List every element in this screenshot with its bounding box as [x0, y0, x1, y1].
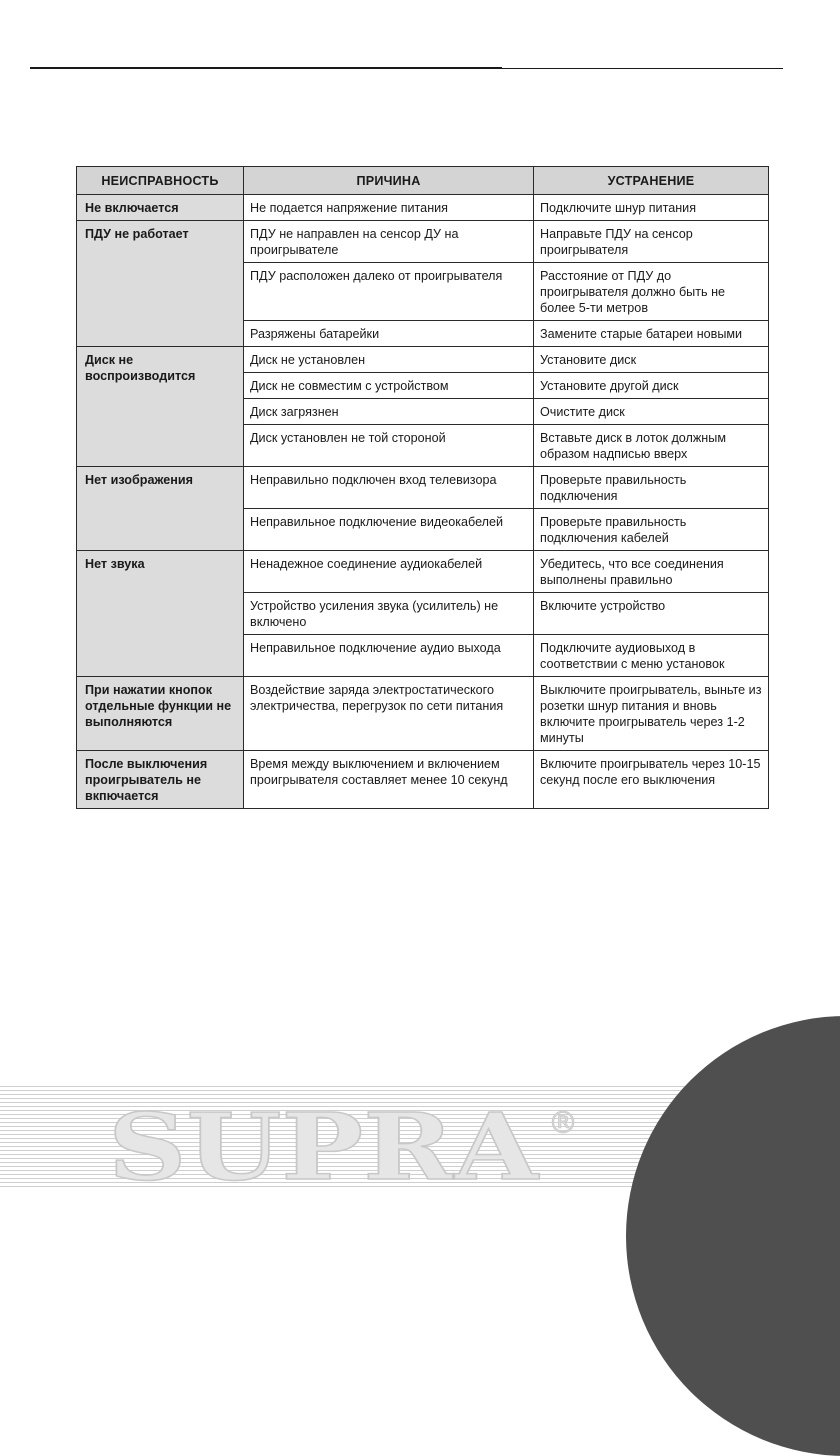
table-row [77, 347, 769, 373]
problem-cell: ПДУ не работает [77, 221, 244, 347]
problem-cell: Нет звука [77, 551, 244, 677]
table-row [77, 551, 769, 593]
problem-cell: Не включается [77, 195, 244, 221]
problem-cell: Диск не воспроизводится [77, 347, 244, 467]
top-rule [30, 67, 783, 69]
cause-cell: Диск установлен не той стороной [244, 425, 534, 467]
cause-cell: Неправильно подключен вход телевизора [244, 467, 534, 509]
fix-cell: Включите устройство [534, 593, 769, 635]
problem-cell: Нет изображения [77, 467, 244, 551]
fix-cell: Убедитесь, что все соединения выполнены правильно [534, 551, 769, 593]
problem-cell: При нажатии кнопок отдельные функции не выполняются [77, 677, 244, 751]
cause-cell: Время между выключением и включением проигрывателя составляет менее 10 секунд [244, 751, 534, 809]
column-header-problem: НЕИСПРАВНОСТЬ [77, 167, 244, 195]
fix-cell: Установите диск [534, 347, 769, 373]
trademark-symbol: ® [548, 1106, 578, 1141]
column-header-fix: УСТРАНЕНИЕ [534, 167, 769, 195]
column-header-cause: ПРИЧИНА [244, 167, 534, 195]
cause-cell: Неправильное подключение видеокабелей [244, 509, 534, 551]
brand-wordmark: SUPRA [108, 1103, 540, 1185]
cause-cell: Устройство усиления звука (усилитель) не включено [244, 593, 534, 635]
cause-cell: Воздействие заряда электростатического электричества, перегрузок по сети питания [244, 677, 534, 751]
fix-cell: Замените старые батареи новыми [534, 321, 769, 347]
cause-cell: ПДУ расположен далеко от проигрывателя [244, 263, 534, 321]
cause-cell: Ненадежное соединение аудиокабелей [244, 551, 534, 593]
table-header-row [77, 167, 769, 195]
cause-cell: ПДУ не направлен на сенсор ДУ на проигрывателе [244, 221, 534, 263]
fix-cell: Подключите аудиовыход в соответствии с меню установок [534, 635, 769, 677]
fix-cell: Подключите шнур питания [534, 195, 769, 221]
fix-cell: Проверьте правильность подключения [534, 467, 769, 509]
fix-cell: Проверьте правильность подключения кабелей [534, 509, 769, 551]
fix-cell: Очистите диск [534, 399, 769, 425]
cause-cell: Разряжены батарейки [244, 321, 534, 347]
fix-cell: Направьте ПДУ на сенсор проигрывателя [534, 221, 769, 263]
cause-cell: Диск не совместим с устройством [244, 373, 534, 399]
problem-cell: После выключения проигрыватель не вкпючается [77, 751, 244, 809]
fix-cell: Установите другой диск [534, 373, 769, 399]
table-row [77, 221, 769, 263]
fix-cell: Выключите проигрыватель, выньте из розетки шнур питания и вновь включите проигрыватель через 1-2 минуты [534, 677, 769, 751]
table-row [77, 677, 769, 751]
table-row [77, 751, 769, 809]
fix-cell: Включите проигрыватель через 10-15 секунд после его выключения [534, 751, 769, 809]
cause-cell: Диск загрязнен [244, 399, 534, 425]
cause-cell: Не подается напряжение питания [244, 195, 534, 221]
fix-cell: Расстояние от ПДУ до проигрывателя должно быть не более 5-ти метров [534, 263, 769, 321]
cause-cell: Диск не установлен [244, 347, 534, 373]
cause-cell: Неправильное подключение аудио выхода [244, 635, 534, 677]
brand-logo [108, 1103, 578, 1185]
troubleshooting-table [76, 166, 769, 809]
corner-decoration [626, 1016, 840, 1456]
table-row [77, 195, 769, 221]
table-row [77, 467, 769, 509]
fix-cell: Вставьте диск в лоток должным образом надписью вверх [534, 425, 769, 467]
